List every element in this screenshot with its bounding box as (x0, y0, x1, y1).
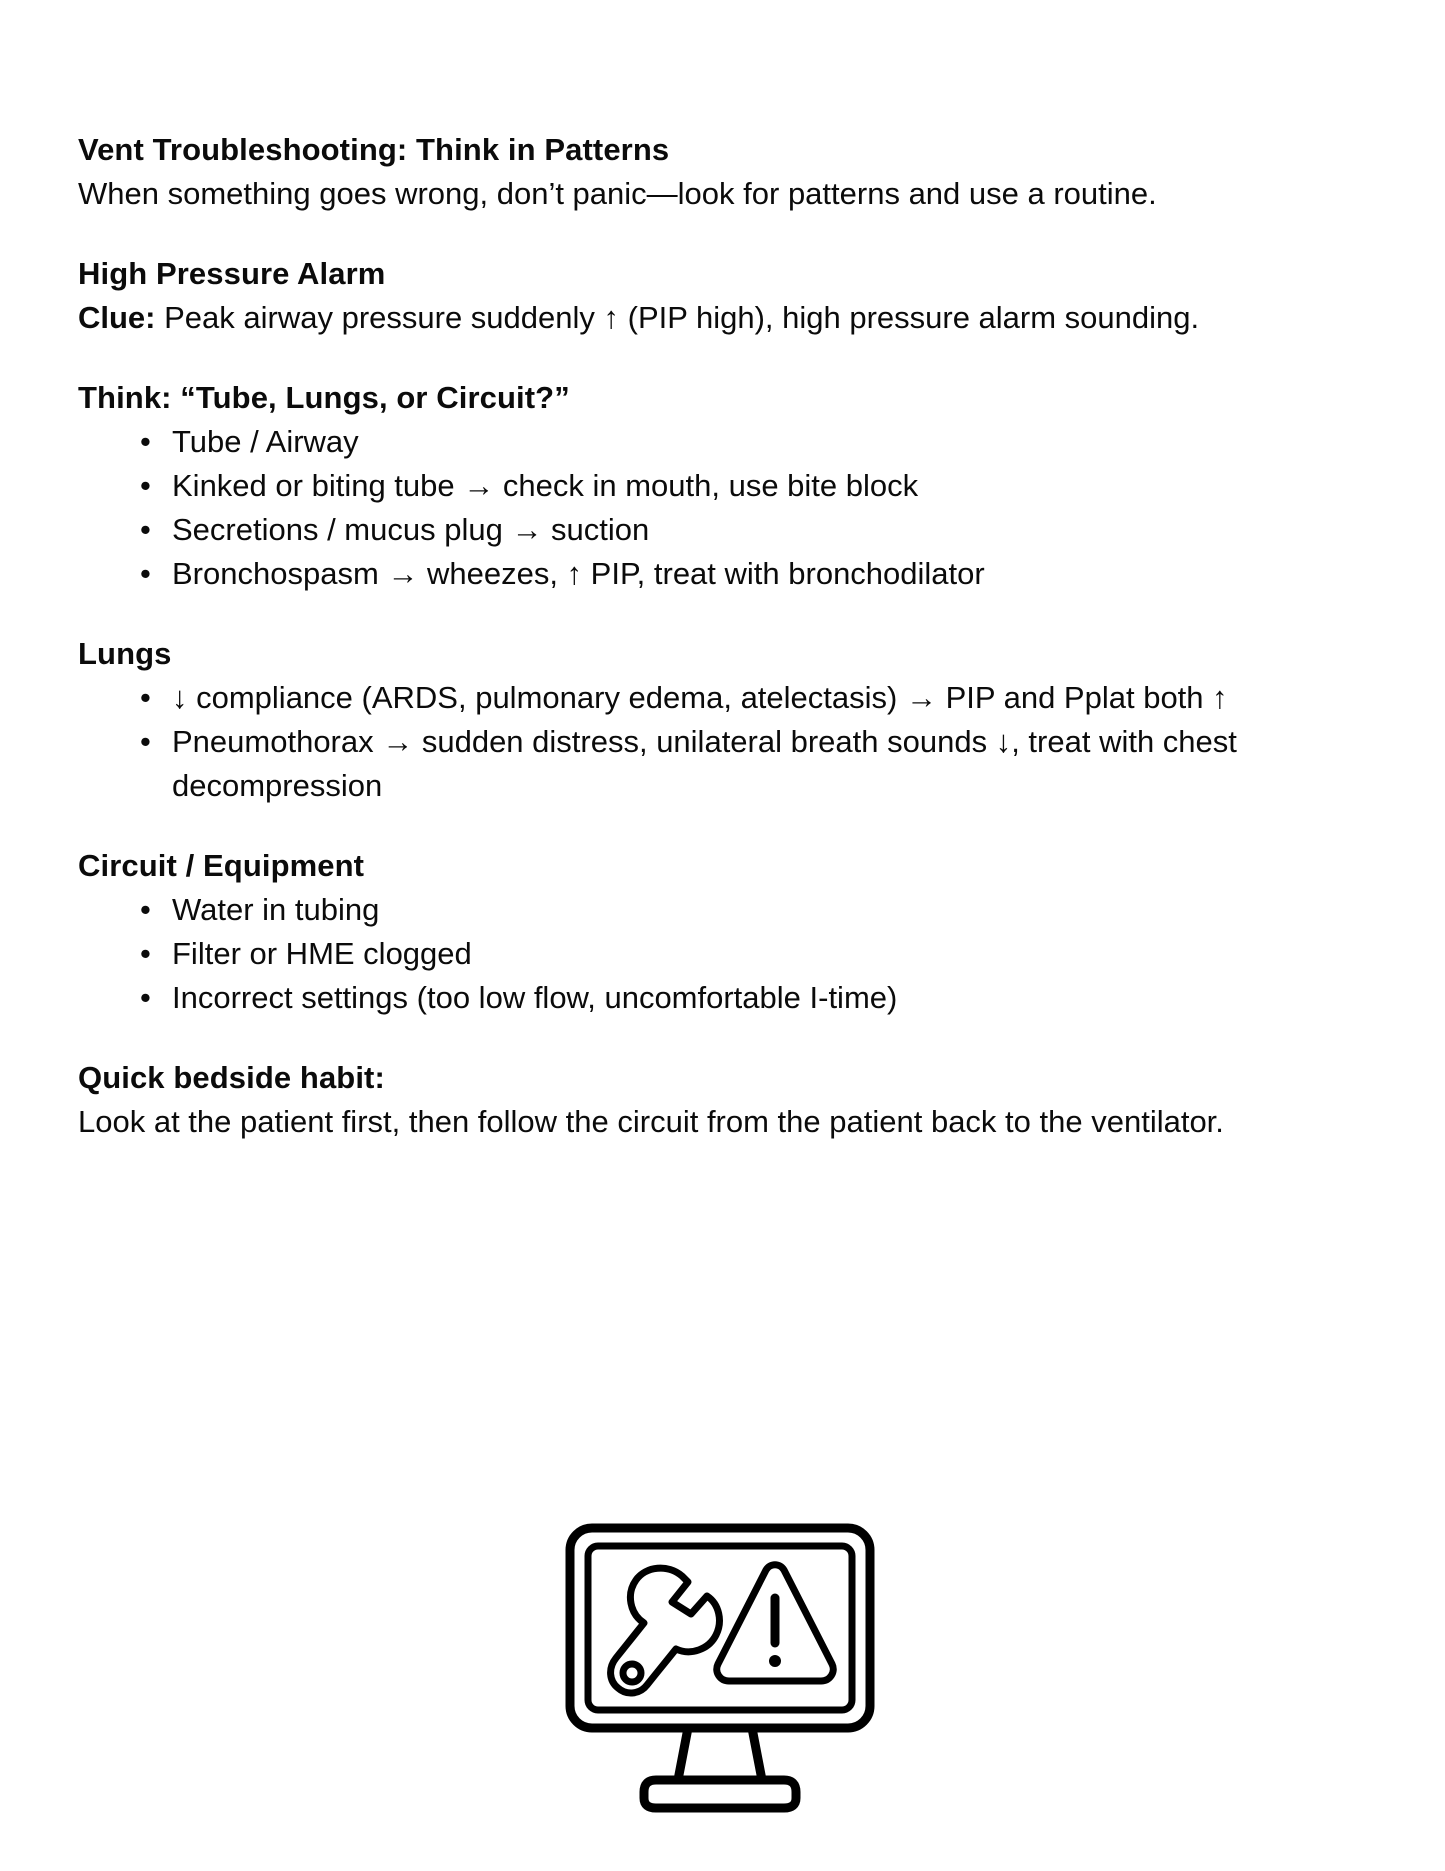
intro-paragraph: When something goes wrong, don’t panic—look for patterns and use a routine. (78, 176, 1157, 212)
spacer (78, 340, 1378, 376)
spacer (78, 1020, 1378, 1056)
clue-paragraph (78, 296, 1368, 340)
section-heading-circuit-equipment: Circuit / Equipment (78, 848, 365, 884)
list-item: • Pneumothorax → sudden distress, unilateral breath sounds ↓, treat with chest decompression (140, 720, 1378, 808)
list-item: • Bronchospasm → wheezes, ↑ PIP, treat with bronchodilator (140, 552, 1378, 596)
quick-bedside-habit-paragraph: Look at the patient first, then follow the circuit from the patient back to the ventilator. (78, 1104, 1224, 1140)
list-item: • Kinked or biting tube → check in mouth, use bite block (140, 464, 1378, 508)
document-content (78, 128, 1378, 1144)
list-item: • Tube / Airway (140, 420, 1378, 464)
list-item: • Incorrect settings (too low flow, uncomfortable I-time) (140, 976, 1378, 1020)
clue-text: Peak airway pressure suddenly ↑ (PIP high), high pressure alarm sounding. (155, 300, 1200, 336)
list-item: • Water in tubing (140, 888, 1378, 932)
page-title: Vent Troubleshooting: Think in Patterns (78, 132, 670, 167)
spacer (78, 808, 1378, 844)
section-heading-lungs: Lungs (78, 636, 172, 672)
list-item: • ↓ compliance (ARDS, pulmonary edema, atelectasis) → PIP and Pplat both ↑ (140, 676, 1378, 720)
section-heading-quick-bedside-habit: Quick bedside habit: (78, 1060, 385, 1096)
list-item: • Filter or HME clogged (140, 932, 1378, 976)
spacer (78, 596, 1378, 632)
section-heading-high-pressure-alarm: High Pressure Alarm (78, 256, 386, 292)
list-item: • Secretions / mucus plug → suction (140, 508, 1378, 552)
circuit-list (78, 888, 1378, 1020)
monitor-wrench-alert-icon (560, 1518, 880, 1818)
section-heading-think: Think: “Tube, Lungs, or Circuit?” (78, 380, 570, 416)
think-list (78, 420, 1378, 596)
spacer (78, 216, 1378, 252)
illustration-container (560, 1518, 880, 1818)
lungs-list (78, 676, 1378, 808)
clue-label: Clue: (78, 300, 156, 336)
